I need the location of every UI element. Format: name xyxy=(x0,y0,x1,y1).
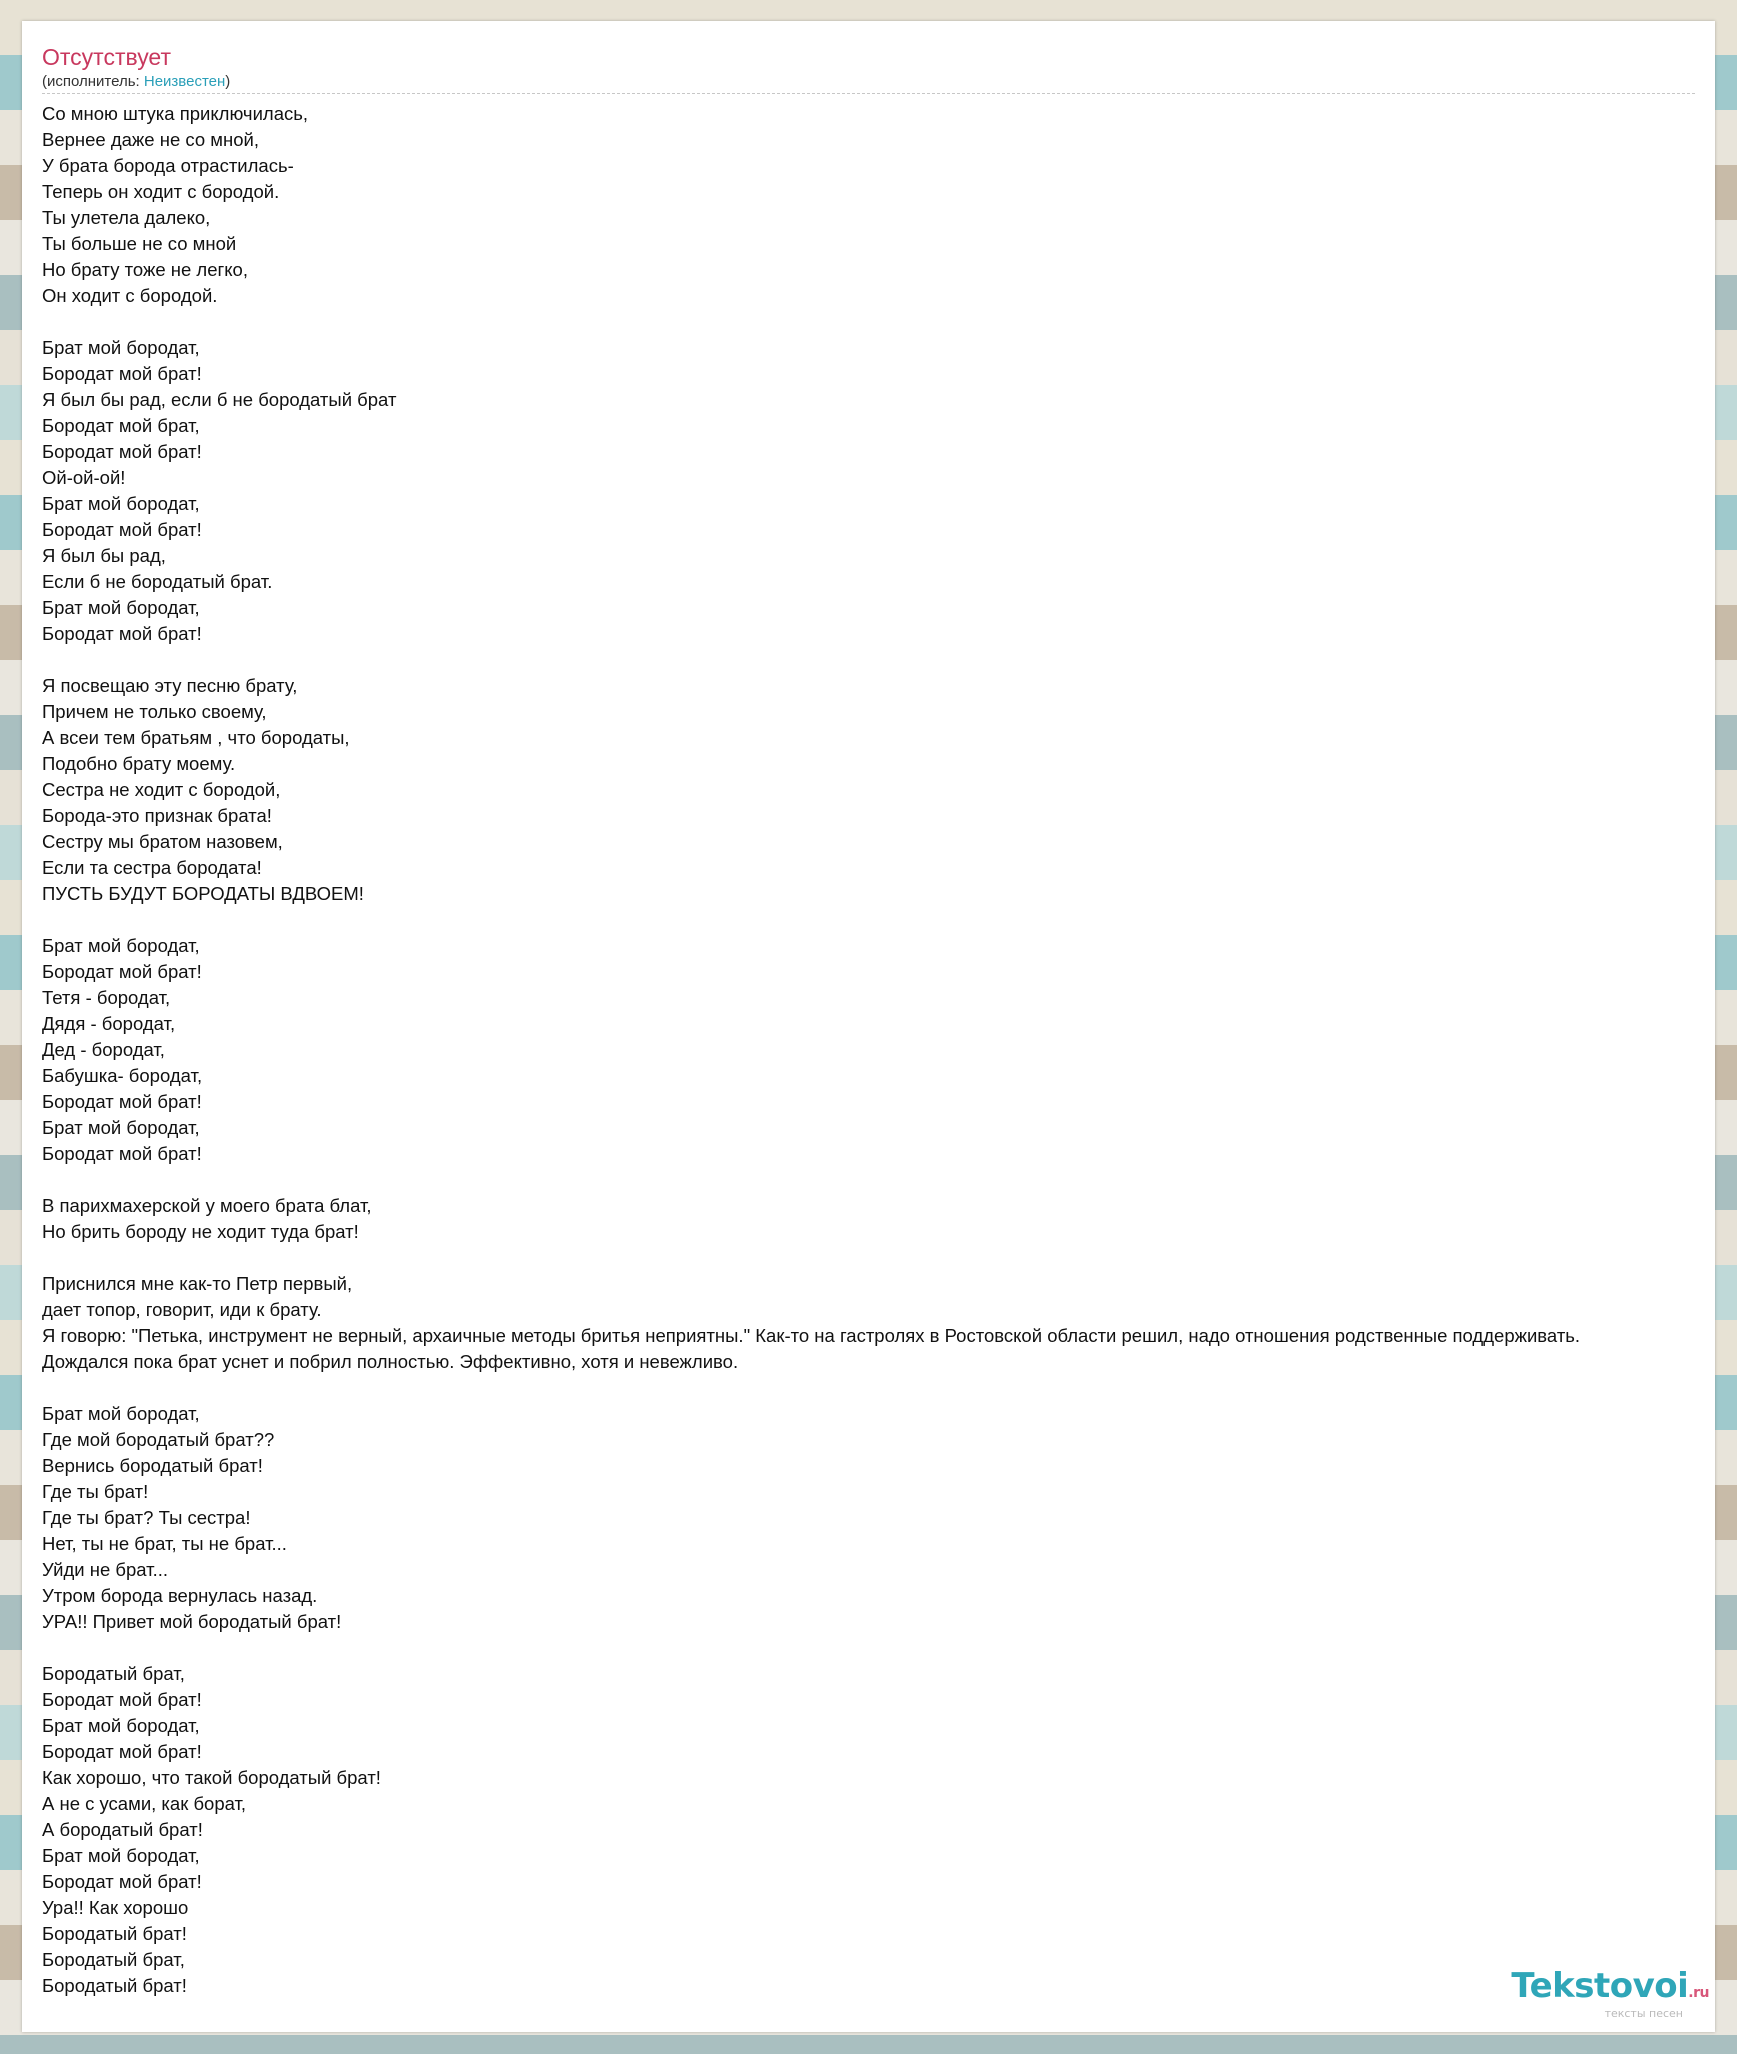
lyric-line: Со мною штука приключилась, xyxy=(42,103,309,124)
lyric-line xyxy=(42,309,1715,335)
lyric-line: Бородатый брат! xyxy=(42,1975,187,1996)
lyric-line: Причем не только своему, xyxy=(42,701,267,722)
lyric-line: Бородат мой брат! xyxy=(42,441,202,462)
lyric-line xyxy=(42,1245,1715,1271)
lyric-line: ПУСТЬ БУДУТ БОРОДАТЫ ВДВОЕМ! xyxy=(42,883,364,904)
artist-suffix: ) xyxy=(225,73,231,90)
lyric-line: Бородат мой брат! xyxy=(42,1143,202,1164)
song-title: Отсутствует xyxy=(42,44,171,70)
lyric-line: Дед - бородат, xyxy=(42,1039,165,1060)
lyric-line: Ты больше не со мной xyxy=(42,233,237,254)
lyric-line xyxy=(42,1635,1715,1661)
lyrics-page xyxy=(22,21,1715,2032)
lyric-line: Нет, ты не брат, ты не брат... xyxy=(42,1533,287,1554)
lyric-line: Я посвещаю эту песню брату, xyxy=(42,675,298,696)
lyric-line: Бородат мой брат! xyxy=(42,519,202,540)
logo-tagline: тексты песен xyxy=(1604,2007,1683,2020)
lyric-line: Борода-это признак брата! xyxy=(42,805,272,826)
lyric-line: Бородат мой брат! xyxy=(42,1689,202,1710)
lyric-line: Где ты брат! xyxy=(42,1481,149,1502)
lyric-line: Утром борода вернулась назад. xyxy=(42,1585,318,1606)
logo-name: Tekstovoi xyxy=(1511,1966,1689,2006)
lyric-line: Но брить бороду не ходит туда брат! xyxy=(42,1221,359,1242)
header-divider xyxy=(42,93,1695,94)
lyric-line: дает топор, говорит, иди к брату. xyxy=(42,1299,322,1320)
lyric-line: Брат мой бородат, xyxy=(42,1117,200,1138)
lyric-line xyxy=(42,1375,1715,1401)
lyric-line: Но брату тоже не легко, xyxy=(42,259,248,280)
lyric-line: У брата борода отрастилась- xyxy=(42,155,294,176)
lyric-line: Он ходит с бородой. xyxy=(42,285,218,306)
lyric-line: Брат мой бородат, xyxy=(42,935,200,956)
lyric-line: Бородатый брат! xyxy=(42,1923,187,1944)
lyric-line: Как хорошо, что такой бородатый брат! xyxy=(42,1767,381,1788)
lyric-line: Дождался пока брат уснет и побрил полностью. Эффективно, хотя и невежливо. xyxy=(42,1351,739,1372)
lyric-line: Теперь он ходит с бородой. xyxy=(42,181,280,202)
lyric-line: Подобно брату моему. xyxy=(42,753,236,774)
lyric-line: Если б не бородатый брат. xyxy=(42,571,273,592)
song-header xyxy=(42,43,1695,91)
lyric-line: Брат мой бородат, xyxy=(42,597,200,618)
lyric-line: Где ты брат? Ты сестра! xyxy=(42,1507,251,1528)
lyric-line: Я был бы рад, xyxy=(42,545,166,566)
lyric-line: Бородат мой брат! xyxy=(42,1871,202,1892)
lyric-line: Вернее даже не со мной, xyxy=(42,129,259,150)
lyric-line: Брат мой бородат, xyxy=(42,1403,200,1424)
lyric-line: Тетя - бородат, xyxy=(42,987,171,1008)
lyric-line: Сестру мы братом назовем, xyxy=(42,831,283,852)
lyric-line: Ой-ой-ой! xyxy=(42,467,126,488)
lyric-line: Бородат мой брат! xyxy=(42,1741,202,1762)
lyric-line: Ура!! Как хорошо xyxy=(42,1897,189,1918)
lyric-line: Бородат мой брат! xyxy=(42,1091,202,1112)
lyric-line: Бородат мой брат! xyxy=(42,363,202,384)
lyric-line: Сестра не ходит с бородой, xyxy=(42,779,281,800)
lyric-line: Бабушка- бородат, xyxy=(42,1065,203,1086)
lyric-line: Брат мой бородат, xyxy=(42,1845,200,1866)
lyric-line: Приснился мне как-то Петр первый, xyxy=(42,1273,353,1294)
lyric-line: Бородат мой брат, xyxy=(42,415,200,436)
lyric-line: Если та сестра бородата! xyxy=(42,857,262,878)
logo-tld: .ru xyxy=(1688,1985,1709,2001)
lyric-line: Брат мой бородат, xyxy=(42,1715,200,1736)
lyric-line: УРА!! Привет мой бородатый брат! xyxy=(42,1611,342,1632)
artist-line xyxy=(42,73,1695,91)
lyric-line xyxy=(42,1167,1715,1193)
lyric-line: Бородат мой брат! xyxy=(42,623,202,644)
lyric-line: Вернись бородатый брат! xyxy=(42,1455,263,1476)
lyrics-text xyxy=(42,101,1715,1999)
lyric-line: Бородатый брат, xyxy=(42,1949,185,1970)
site-logo[interactable] xyxy=(1511,1966,1709,2020)
artist-link[interactable]: Неизвестен xyxy=(143,73,226,90)
lyric-line: А всеи тем братьям , что бородаты, xyxy=(42,727,350,748)
lyric-line: Дядя - бородат, xyxy=(42,1013,176,1034)
lyric-line: Уйди не брат... xyxy=(42,1559,168,1580)
lyric-line: А бородатый брат! xyxy=(42,1819,203,1840)
lyric-line: Ты улетела далеко, xyxy=(42,207,211,228)
lyric-line: Брат мой бородат, xyxy=(42,493,200,514)
lyric-line: Бородат мой брат! xyxy=(42,961,202,982)
artist-prefix: (исполнитель: xyxy=(42,73,144,90)
lyric-line xyxy=(42,907,1715,933)
lyric-line: В парихмахерской у моего брата блат, xyxy=(42,1195,372,1216)
lyric-line: Я говорю: "Петька, инструмент не верный, архаичные методы бритья неприятны." Как-то на гастролях в Ростовской области решил, надо отношения родственные поддерживать. xyxy=(42,1325,1581,1346)
lyric-line: Бородатый брат, xyxy=(42,1663,185,1684)
lyric-line: А не с усами, как борат, xyxy=(42,1793,247,1814)
lyric-line: Брат мой бородат, xyxy=(42,337,200,358)
lyric-line xyxy=(42,647,1715,673)
lyric-line: Я был бы рад, если б не бородатый брат xyxy=(42,389,397,410)
lyric-line: Где мой бородатый брат?? xyxy=(42,1429,275,1450)
